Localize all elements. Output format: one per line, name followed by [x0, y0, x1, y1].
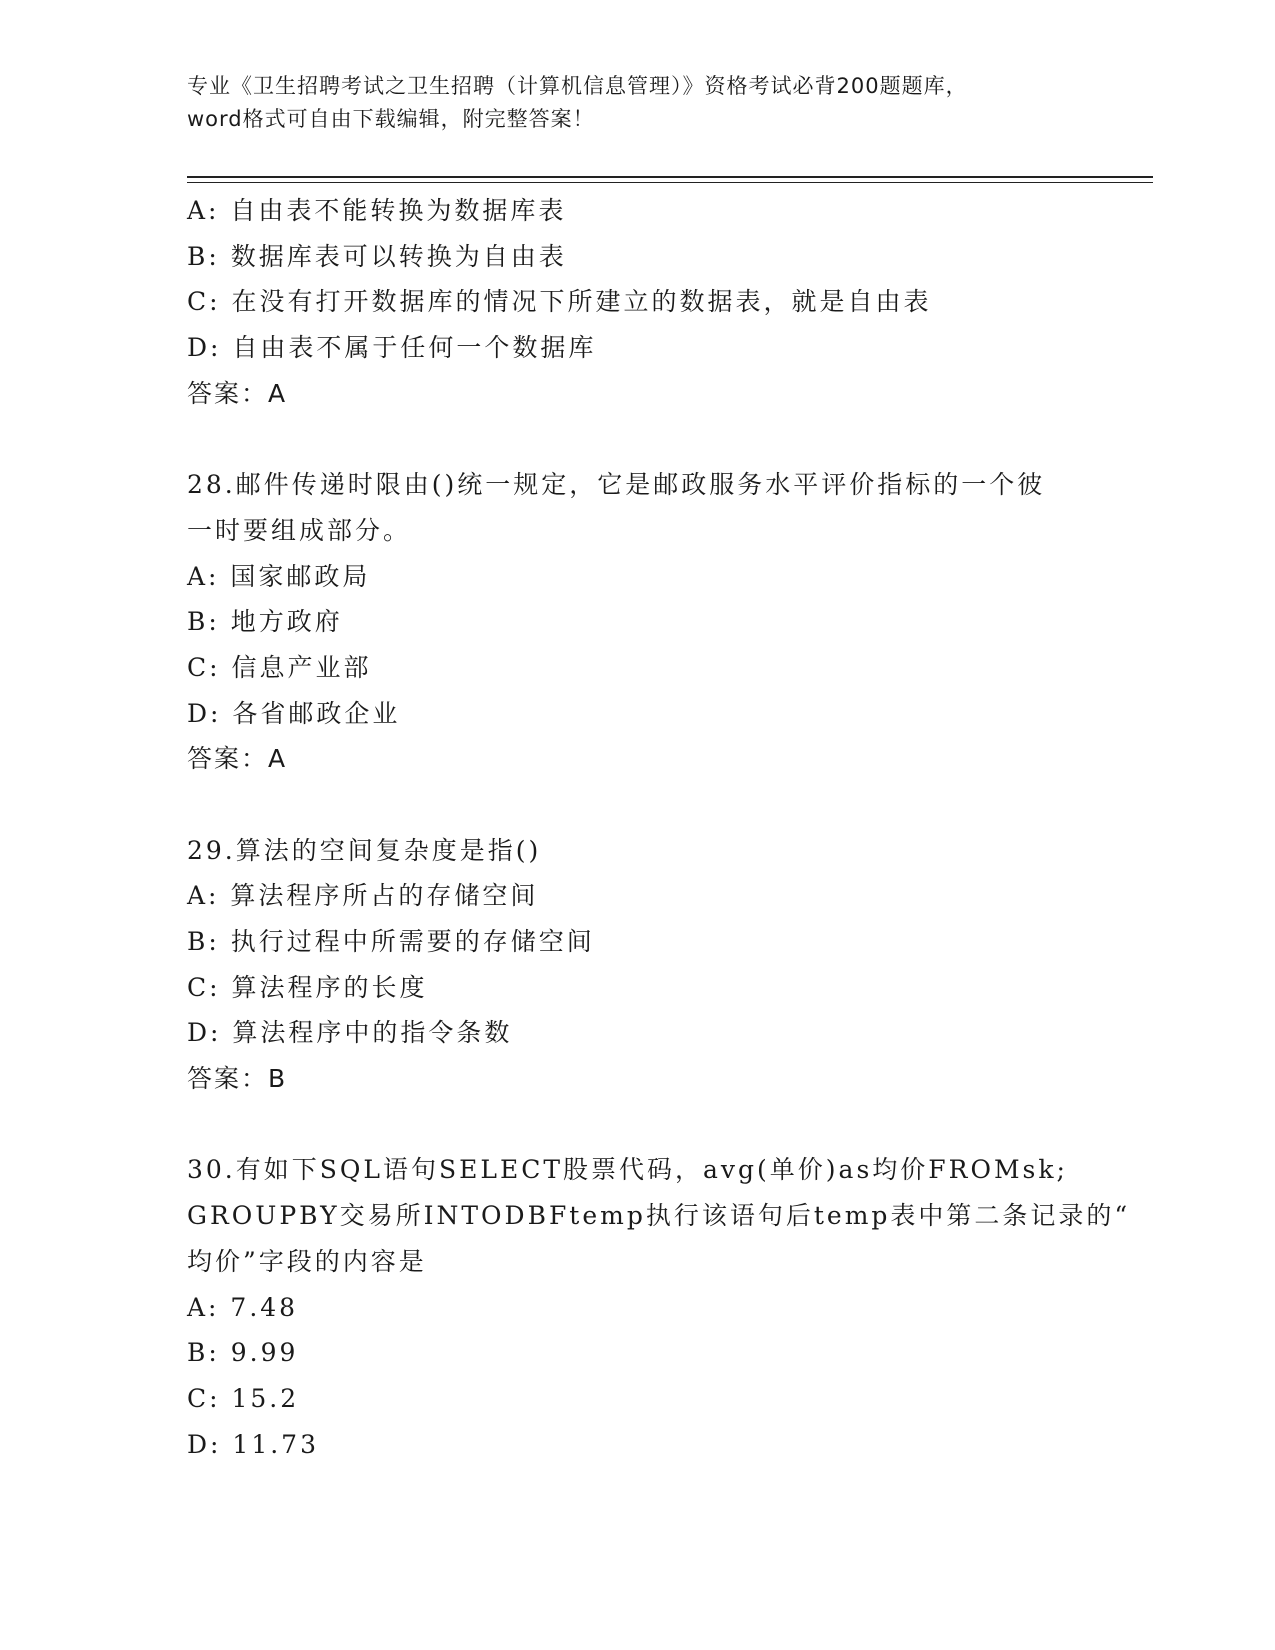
answer-line: 答案：B: [187, 1064, 288, 1094]
option-c: C: 算法程序的长度: [187, 972, 428, 1002]
option-b: B: 执行过程中所需要的存储空间: [187, 927, 595, 956]
question-29: [187, 828, 1087, 1102]
spacer: [187, 416, 1087, 462]
option-d: D: 算法程序中的指令条数: [187, 1018, 513, 1048]
spacer: [187, 782, 1087, 828]
question-27: [187, 188, 1087, 416]
question-list: [187, 188, 1131, 1467]
spacer: [187, 1102, 1087, 1148]
option-d: D: 11.73: [187, 1429, 319, 1459]
header-title-line-1: 专业《卫生招聘考试之卫生招聘（计算机信息管理）》资格考试必背200题题库，: [187, 74, 968, 98]
option-b: B: 地方政府: [187, 607, 343, 637]
answer-line: 答案：A: [187, 378, 288, 408]
option-d: D: 各省邮政企业: [187, 698, 401, 728]
option-b: B: 数据库表可以转换为自由表: [187, 241, 567, 271]
header-divider-thick: [187, 176, 1153, 178]
question-stem-continued: 一时要组成部分。: [187, 515, 412, 545]
option-a: A: 国家邮政局: [187, 561, 371, 591]
question-stem-continued: 均价”字段的内容是: [187, 1246, 427, 1276]
question-stem: 30.有如下SQL语句SELECT股票代码，avg(单价)as均价FROMsk;: [187, 1155, 1068, 1185]
header-divider-thin: [187, 182, 1153, 183]
option-a: A: 自由表不能转换为数据库表: [187, 196, 567, 225]
header-title-line-2: word格式可自由下载编辑，附完整答案！: [187, 107, 595, 131]
option-a: A: 算法程序所占的存储空间: [187, 881, 539, 911]
option-b: B: 9.99: [187, 1338, 299, 1368]
question-30: [187, 1147, 1131, 1467]
option-d: D: 自由表不属于任何一个数据库: [187, 333, 597, 363]
question-stem-continued: GROUPBY交易所INTODBFtemp执行该语句后temp表中第二条记录的“: [187, 1201, 1131, 1231]
question-stem: 29.算法的空间复杂度是指(): [187, 835, 542, 865]
option-c: C: 15.2: [187, 1383, 300, 1413]
document-header: [187, 70, 1087, 136]
option-c: C: 信息产业部: [187, 652, 372, 682]
question-stem: 28.邮件传递时限由()统一规定，它是邮政服务水平评价指标的一个彼: [187, 470, 1046, 500]
option-a: A: 7.48: [187, 1292, 299, 1322]
answer-line: 答案：A: [187, 744, 288, 774]
option-c: C: 在没有打开数据库的情况下所建立的数据表，就是自由表: [187, 287, 932, 317]
question-28: [187, 462, 1087, 782]
